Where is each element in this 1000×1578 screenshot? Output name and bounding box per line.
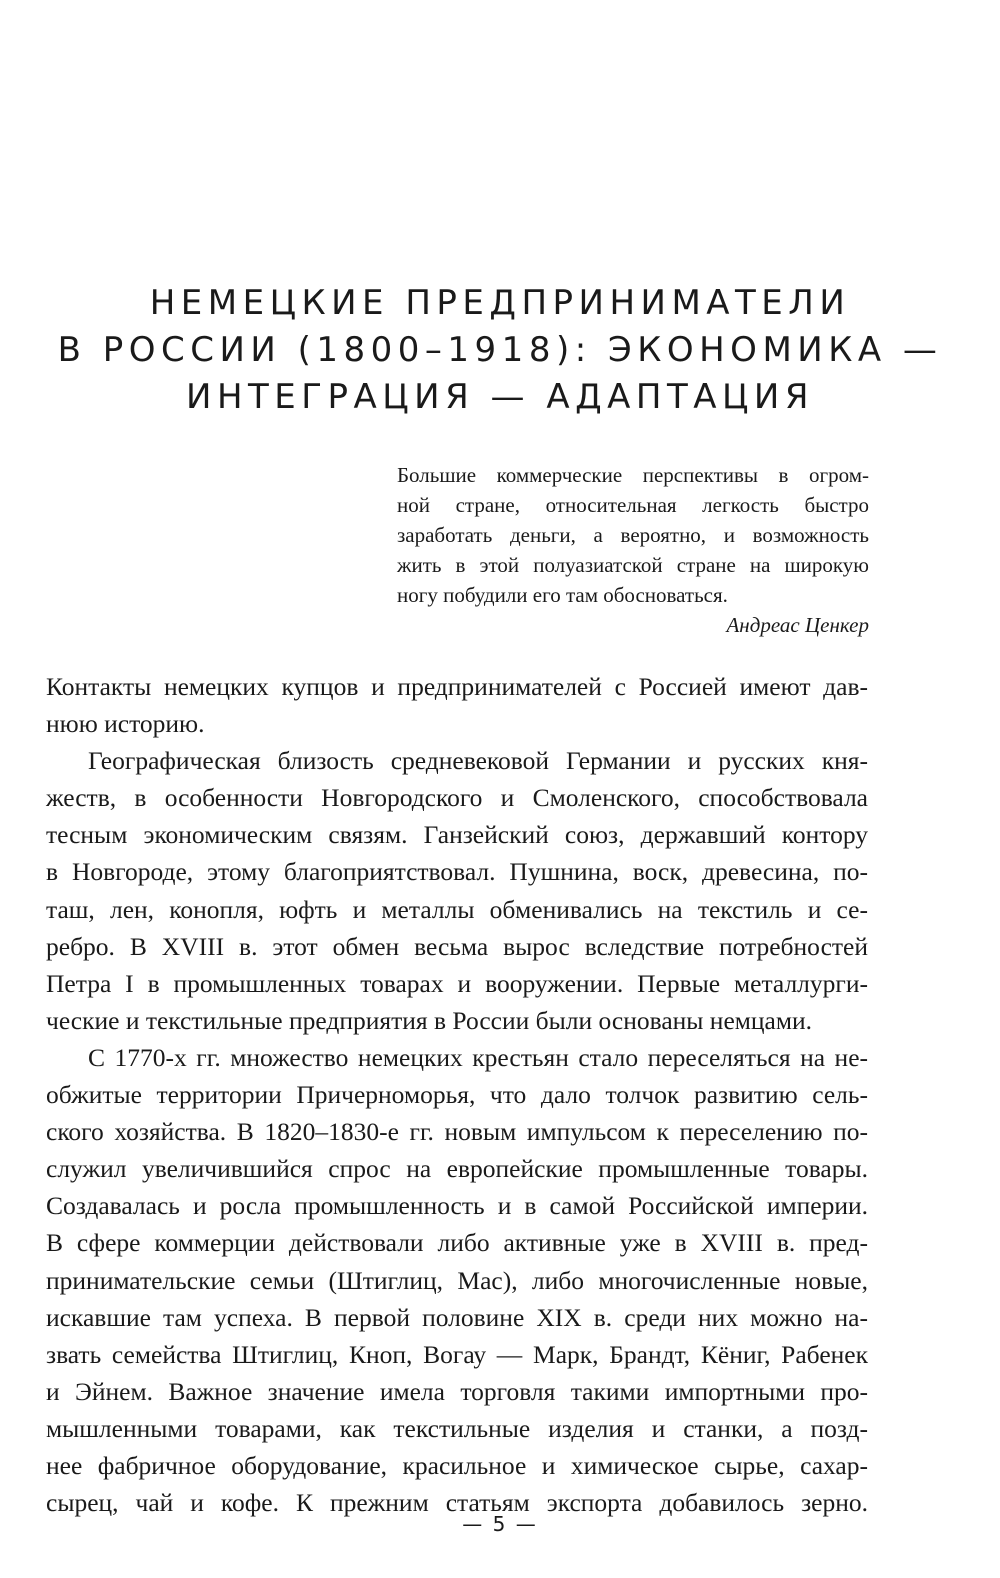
body-line: таш, лен, конопля, юфть и металлы обменивались на текстиль и се-: [46, 894, 868, 924]
epigraph-line: заработать деньги, а вероятно, и возможность: [397, 523, 869, 547]
body-line: звать семейства Штиглиц, Кноп, Вогау — Марк, Брандт, Кёниг, Рабенек: [46, 1339, 868, 1369]
chapter-title: [0, 280, 1000, 421]
body-line: жеств, в особенности Новгородского и Смоленского, способствовала: [46, 783, 868, 813]
body-line: ского хозяйства. В 1820–1830-е гг. новым импульсом к переселению по-: [46, 1117, 868, 1147]
chapter-title-line: В РОССИИ (1800–1918): ЭКОНОМИКА —: [57, 330, 943, 370]
body-line: нюю историю.: [46, 709, 205, 739]
body-line: и Эйнем. Важное значение имела торговля такими импортными про-: [46, 1376, 868, 1406]
body-text: [46, 668, 868, 1521]
body-line: сырец, чай и кофе. К прежним статьям экспорта добавилось зерно.: [46, 1488, 868, 1518]
epigraph-line: Большие коммерческие перспективы в огром-: [397, 463, 869, 487]
body-line: С 1770-х гг. множество немецких крестьян стало переселяться на не-: [88, 1042, 868, 1072]
body-line: Контакты немецких купцов и предпринимателей с Россией имеют дав-: [46, 672, 868, 701]
body-line: принимательские семьи (Штиглиц, Мас), либо многочисленные новые,: [46, 1265, 868, 1295]
body-line: В сфере коммерции действовали либо активные уже в XVIII в. пред-: [46, 1228, 868, 1258]
body-line: служил увеличившийся спрос на европейские промышленные товары.: [46, 1154, 868, 1184]
chapter-title-line: НЕМЕЦКИЕ ПРЕДПРИНИМАТЕЛИ: [149, 283, 851, 323]
epigraph-line: ной стране, относительная легкость быстро: [397, 493, 869, 517]
epigraph-author: Андреас Ценкер: [726, 613, 869, 637]
epigraph-line: ногу побудили его там обосноваться.: [397, 583, 728, 607]
page-number: — 5 —: [462, 1512, 538, 1536]
chapter-title-line: ИНТЕГРАЦИЯ — АДАПТАЦИЯ: [186, 377, 814, 417]
body-line: ческие и текстильные предприятия в России были основаны немцами.: [46, 1005, 813, 1035]
body-line: Петра I в промышленных товарах и вооружении. Первые металлурги-: [46, 968, 868, 998]
body-line: Создавалась и росла промышленность и в самой Российской империи.: [46, 1191, 868, 1221]
body-line: ребро. В XVIII в. этот обмен весьма вырос вследствие потребностей: [46, 931, 868, 961]
body-line: тесным экономическим связям. Ганзейский союз, державший контору: [46, 820, 868, 850]
body-line: искавшие там успеха. В первой половине XIX в. среди них можно на-: [46, 1302, 868, 1332]
epigraph-line: жить в этой полуазиатской стране на широкую: [397, 553, 869, 577]
body-line: в Новгороде, этому благоприятствовал. Пушнина, воск, древесина, по-: [46, 857, 868, 887]
epigraph: [397, 460, 869, 640]
body-line: мышленными товарами, как текстильные изделия и станки, а позд-: [46, 1413, 868, 1443]
body-line: Географическая близость средневековой Германии и русских кня-: [88, 746, 868, 776]
body-line: нее фабричное оборудование, красильное и химическое сырье, сахар-: [46, 1450, 868, 1480]
body-line: обжитые территории Причерноморья, что дало толчок развитию сель-: [46, 1080, 868, 1110]
